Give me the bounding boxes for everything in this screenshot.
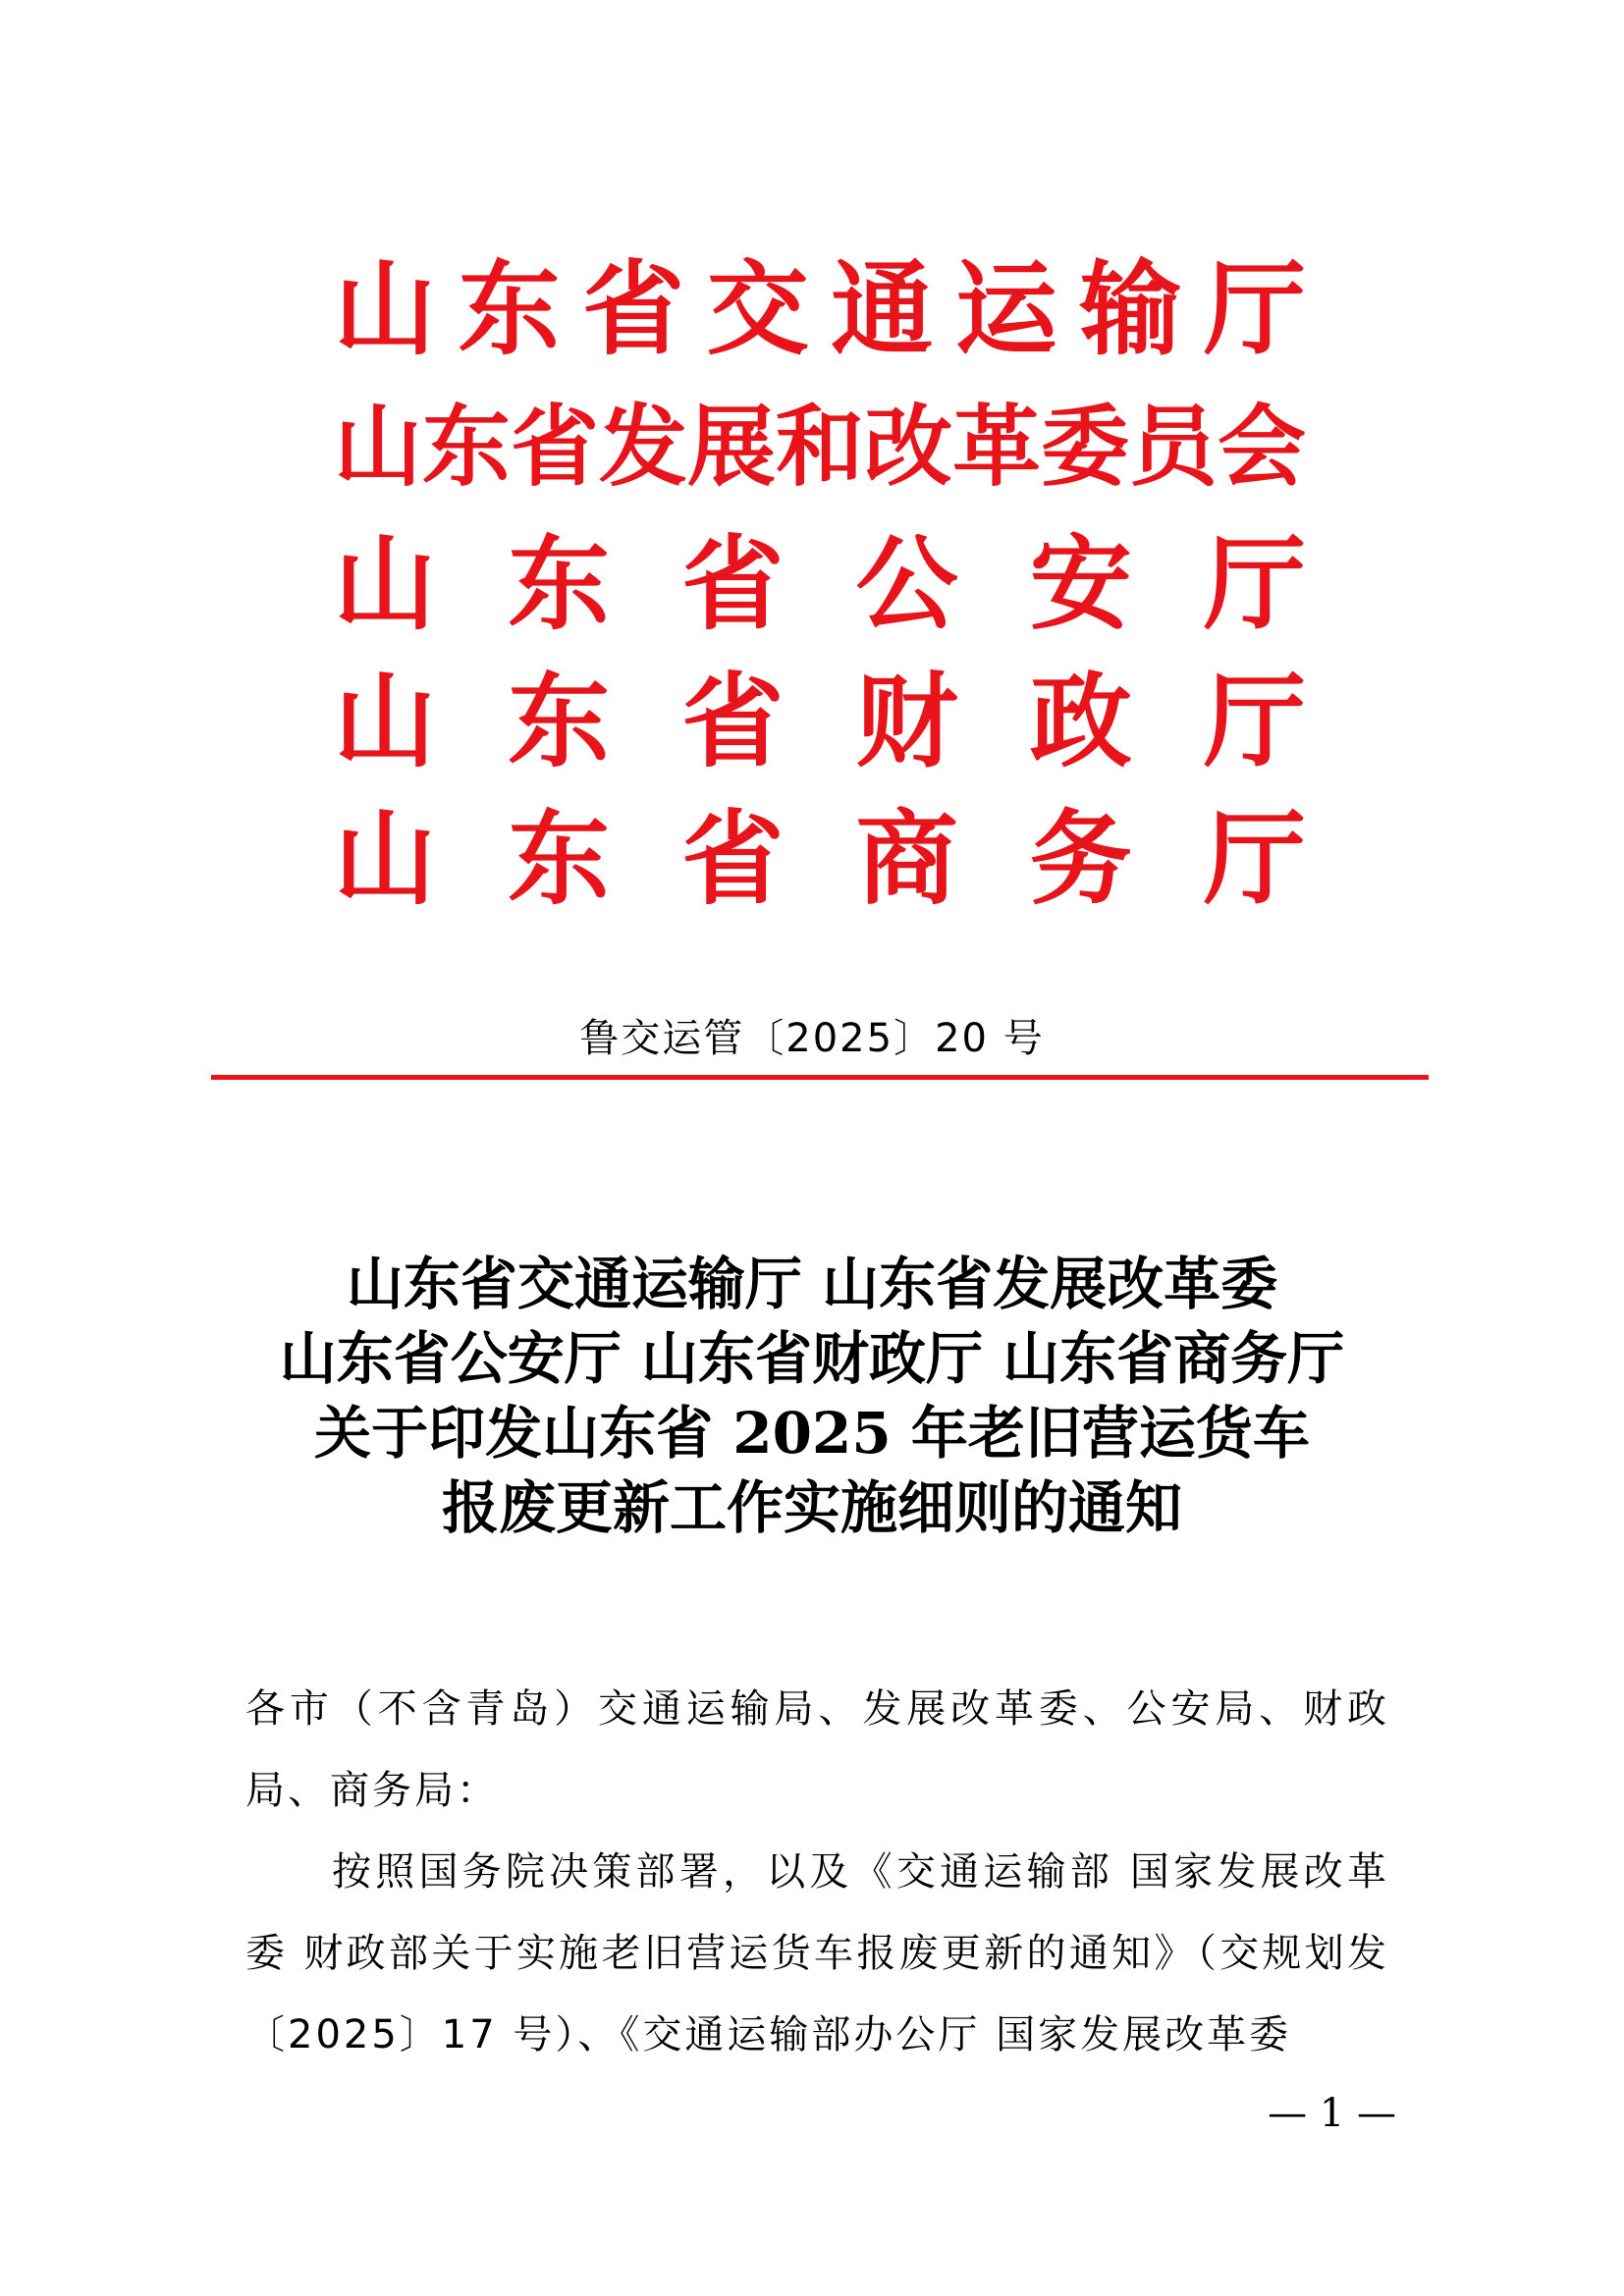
masthead-char: 省 [681, 523, 785, 644]
masthead-char: 东 [422, 395, 511, 499]
masthead-char: 通 [831, 248, 934, 369]
masthead-line [334, 378, 1306, 515]
salutation: 各市（不含青岛）交通运输局、发展改革委、公安局、财政局、商务局： [245, 1686, 1389, 1813]
masthead-line [334, 515, 1306, 653]
red-masthead [334, 240, 1306, 928]
masthead-char: 山 [334, 248, 437, 369]
masthead-char: 会 [1218, 395, 1306, 499]
masthead-char: 东 [508, 523, 611, 644]
masthead-char: 东 [508, 661, 611, 781]
masthead-char: 发 [599, 395, 687, 499]
masthead-line [334, 653, 1306, 790]
masthead-char: 员 [1129, 395, 1218, 499]
masthead-char: 展 [687, 395, 776, 499]
masthead-line [334, 790, 1306, 928]
title-line: 山东省公安厅 山东省财政厅 山东省商务厅 [279, 1325, 1345, 1392]
masthead-char: 安 [1029, 523, 1132, 644]
masthead-char: 政 [1029, 661, 1132, 781]
masthead-char: 省 [681, 661, 785, 781]
masthead-char: 运 [954, 248, 1057, 369]
masthead-char: 省 [511, 395, 599, 499]
masthead-char: 厅 [1203, 798, 1306, 919]
page-number: — 1 — [1268, 2091, 1396, 2136]
masthead-char: 和 [776, 395, 864, 499]
title-line: 报废更新工作实施细则的通知 [441, 1474, 1182, 1541]
masthead-char: 省 [681, 798, 785, 919]
masthead-char: 山 [334, 395, 422, 499]
masthead-char: 委 [1041, 395, 1129, 499]
masthead-char: 东 [508, 798, 611, 919]
masthead-line [334, 240, 1306, 378]
masthead-char: 厅 [1203, 248, 1306, 369]
document-number: 鲁交运管〔2025〕20 号 [579, 1016, 1045, 1061]
title-line: 关于印发山东省 2025 年老旧营运货车 [314, 1400, 1310, 1467]
masthead-char: 省 [582, 248, 685, 369]
masthead-char: 改 [864, 395, 952, 499]
document-title [196, 1247, 1428, 1545]
masthead-char: 革 [952, 395, 1041, 499]
masthead-char: 厅 [1203, 661, 1306, 781]
masthead-char: 山 [334, 661, 437, 781]
masthead-char: 财 [855, 661, 958, 781]
masthead-char: 公 [855, 523, 958, 644]
masthead-char: 山 [334, 798, 437, 919]
masthead-char: 厅 [1203, 523, 1306, 644]
body-paragraph: 按照国务院决策部署，以及《交通运输部 国家发展改革委 财政部关于实施老旧营运货车报废更新的通知》（交规划发〔2025〕17 号）、《交通运输部办公厅 国家发展改革委 [245, 1849, 1389, 2057]
masthead-char: 交 [706, 248, 809, 369]
document-body [245, 1669, 1389, 2076]
masthead-char: 务 [1029, 798, 1132, 919]
masthead-char: 山 [334, 523, 437, 644]
masthead-char: 输 [1079, 248, 1182, 369]
red-divider-line [211, 1075, 1429, 1080]
masthead-char: 东 [458, 248, 561, 369]
masthead-char: 商 [855, 798, 958, 919]
title-line: 山东省交通运输厅 山东省发展改革委 [346, 1251, 1278, 1317]
